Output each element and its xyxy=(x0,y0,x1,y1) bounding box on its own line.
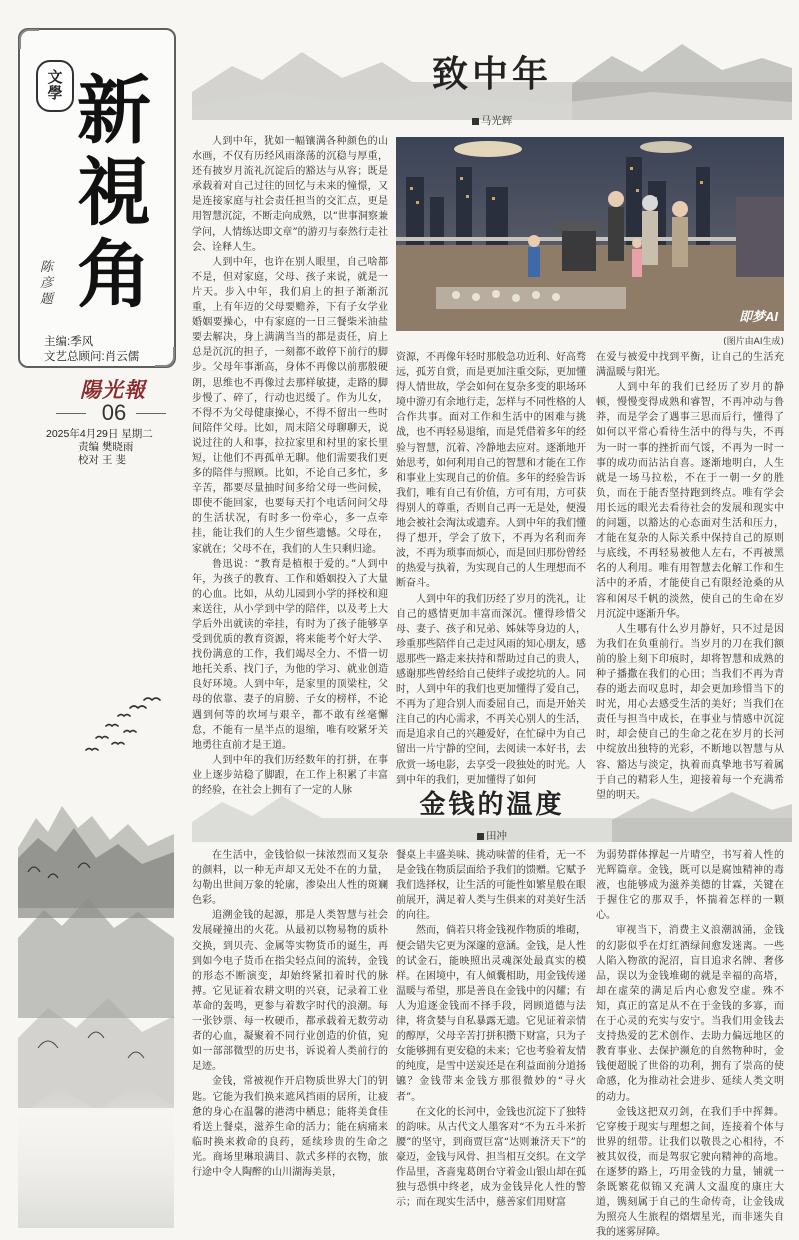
article-title: 致中年 xyxy=(431,53,552,95)
article-byline xyxy=(192,113,792,128)
proofreader: 校对 王 斐 xyxy=(78,454,126,466)
page-number: 06 xyxy=(101,400,127,425)
paragraph: 人生哪有什么岁月静好，只不过是因为我们在负重前行。当岁月的刀在我们额前的脸上刻下印痕时，却将智慧和成熟的种子播撒在我们的心田；当我们不再为青春的逝去而叹息时，却会更加珍惜当下的时光，用心去感受生活的美好；当我们在责任与担当中成长，在事业与情感中沉淀时，却会使自己的生命之花在岁月的长河中绽放出独特的光彩，不断地以智慧与从容、豁达与淡定，执着而真挚地书写着属于自己的精彩人生，迎接着每一个充满希望的明天。 xyxy=(596,623,784,801)
paragraph: 在爱与被爱中找到平衡，让自己的生活充满温暖与阳光。 xyxy=(596,352,784,379)
paragraph: 金钱，常被视作开启物质世界大门的钥匙。它能为我们换来遮风挡雨的居所，让疲惫的身心在温馨的港湾中栖息；能将美食佳肴送上餐桌，滋养生命的活力；能在病痛来临时换来救命的良药，延续珍贵的生命之光。商场里琳琅满目、款式多样的衣物，旅行途中令人陶醉的山川湖海美景， xyxy=(192,1076,388,1178)
masthead-sidebar xyxy=(18,28,174,1198)
paragraph: 在文化的长河中，金钱也沉淀下了独特的韵味。从古代文人墨客对“不为五斗米折腰”的坚守，到商贾巨富“达则兼济天下”的豪迈，金钱与风骨、担当相互交织。在文学作品里，吝啬鬼葛朗台守着金山银山却在孤独与恐惧中终老，成为金钱异化人性的警示；而在现实生活中，慈善家们用财富 xyxy=(396,1106,586,1209)
article-column xyxy=(192,848,388,1180)
paragraph: 金钱这把双刃剑，在我们手中挥舞。它穿梭于现实与理想之间，连接着个体与世界的纽带。让我们以敬畏之心相待，不被其奴役，而是驾驭它驶向精神的高地。在逐梦的路上，巧用金钱的力量，铺就一条既繁花似锦又充满人文温度的康庄大道，镌刻属于自己的生命传奇，让金钱成为照亮人生旅程的熠熠星光，而非迷失自我的迷雾屏障。 xyxy=(596,1106,784,1239)
article-column xyxy=(192,134,388,798)
page-number-block xyxy=(42,400,162,426)
signature-char: 彦 xyxy=(40,276,54,291)
article-column xyxy=(596,848,784,1240)
byline-marker xyxy=(477,833,484,840)
article-column xyxy=(396,350,586,788)
signature-char: 陈 xyxy=(40,260,54,275)
calligrapher-signature xyxy=(40,260,60,308)
art-advisor: 文艺总顾问:肖云儒 xyxy=(44,351,140,363)
paragraph: 追溯金钱的起源，那是人类智慧与社会发展碰撞出的火花。从最初以物易物的质朴交换，到贝壳、金属等实物货币的诞生，再到如今电子货币在指尖轻点间的流转，金钱的形态不断演变，却始终紧扣着时代的脉搏。它见证着农耕文明的兴衰，记录着工业革命的轰鸣，更参与着数字时代的浪潮。每一张钞票、每一枚硬币，都承载着无数劳动者的心血，凝聚着不同行业创造的价值，宛如一部部微型的历史书，诉说着人类前行的足迹。 xyxy=(192,910,388,1073)
title-char: 新 xyxy=(77,68,151,154)
frame-corner-ornament xyxy=(19,29,39,49)
seal-char: 文 xyxy=(47,68,63,87)
signature-char: 题 xyxy=(40,292,54,307)
paragraph: 审视当下，消费主义浪潮汹涌，金钱的幻影似乎在灯红酒绿间愈发迷离。一些人陷入物欲的泥沼，盲目追求名牌、奢侈品，误以为金钱堆砌的就是幸福的高塔，却在虚荣的满足后内心愈发空虚。殊不知，真正的富足从不在于金钱的多寡，而在于心灵的充实与安宁。当我们用金钱去支持热爱的艺术创作、去助力偏远地区的教育事业、去保护濒危的自然物种时，金钱便超脱了世俗的功利，拥有了崇高的使命感，化为推动社会进步、延续人类文明的动力。 xyxy=(596,925,784,1103)
photo-caption: (图片由AI生成) xyxy=(723,337,784,347)
author-name: 田冲 xyxy=(486,830,507,842)
family-balcony-illustration xyxy=(396,137,784,331)
section-title xyxy=(64,70,164,316)
ink-landscape-illustration xyxy=(18,788,174,1228)
article-photo xyxy=(396,137,784,331)
paragraph: 人到中年的我们已经历了岁月的静顿，慢慢变得成熟和睿智，不再冲动与鲁莽，而是学会了遇事三思而后行，懂得了如何以平常心看待生活中的得与失，不再为一时一事的挫折而气馁，不再为一时一事的成功而沾沾自喜。逐渐地明白，人生就是一场马拉松，不在于一朝一夕的胜负，而在于能否坚持跑到终点。唯有学会用长远的眼光去看待社会的发展和现实中的问题，以豁达的心态面对生活和压力，才能在复杂的人际关系中保持自己的原则与底线，不再轻易被他人左右，不再被黑名的人利用。唯有用智慧去化解工作和生活中的矛盾，才能使自己有限经沧桑的从容和闲尽千帆的淡然，使自己的生命在岁月沉淀中逐渐升华。 xyxy=(596,382,784,620)
article-column xyxy=(596,350,784,803)
paragraph: 为弱势群体撑起一片晴空，书写着人性的光辉篇章。金钱，既可以是腐蚀精神的毒液，也能够成为滋养美德的甘霖，关键在于握住它的那双手，怀揣着怎样的一颗心。 xyxy=(596,850,784,922)
duty-editor: 责编 樊晓雨 xyxy=(78,441,134,453)
divider xyxy=(56,413,86,414)
paragraph: 人到中年的我们历经数年的打拼，在事业上逐步站稳了脚跟，在工作上积累了丰富的经验，在社会上拥有了一定的人脉 xyxy=(192,754,388,797)
issue-info xyxy=(46,428,186,467)
paragraph: 然而，倘若只将金钱视作物质的堆砌，便会错失它更为深邃的意涵。金钱，是人性的试金石，能映照出灵魂深处最真实的模样。在困境中，有人倾囊相助，用金钱传递温暖与希望，那是善良在金钱中的闪耀；有人为追逐金钱而不择手段，罔顾道德与法律，将贪婪与自私暴露无遗。它见证着亲情的醇厚，父母辛苦打拼积攒下财富，只为子女能够拥有更安稳的未来；它也考验着友情的纯度，是雪中送炭还是在利益面前分道扬镳？金钱带来金钱方那很微妙的“寻火者”。 xyxy=(396,925,586,1103)
title-char: 角 xyxy=(77,232,151,318)
ai-watermark: 即梦AI xyxy=(738,309,778,324)
paragraph: 鲁迅说：“教育是植根于爱的。”人到中年，为孩子的教育、工作和婚姻投入了大量的心血。比如，从幼儿园到小学的择校和迎来送往，从小学到中学的陪伴，以及考上大学后外出就读的牵挂，有时为了孩子能够享受到优质的教育资源，将来能考个好大学、找份满意的工作，我们竭尽全力、不惜一切地托关系、找门子，为他的学习、就业创造良好环境。人到中年，是家里的顶梁柱，父母的依靠、妻子的肩膀、子女的榜样，不论遇到何等的坎坷与艰辛，都不敢有丝毫懈怠，不能有一星半点的退缩，唯有咬紧牙关地勇往直前才是王道。 xyxy=(192,558,388,751)
title-char: 視 xyxy=(77,150,151,236)
divider xyxy=(136,413,166,414)
paragraph: 人到中年，也许在别人眼里，自己啥都不是，但对家庭，父母、孩子来说，就是一片天。步入中年，我们肩上的担子渐渐沉重，上有年迈的父母要赡养，下有子女学业婚姻要操心，中有家庭的一日三餐柴米油盐要去解决，身上满满当当的都是责任，肩上总是沉沉的担子，一刻都不敢停下前行的脚步。父母年事渐高，身体不再像以前那般硬朗，思维也不再像过去那样敏捷，走路的脚步慢了、碎了，行动也迟缓了。作为儿女，不得不为父母健康操心，不得不留出一些时间陪伴父母。比如，周末陪父母聊聊天，说说过往的人和事，拉拉家里和村里的家长里短，让他们不再孤单无聊。他们需要我们更多的陪伴与照顾。比如，不论自己多忙，多辛苦，都要尽量抽时间多给父母一些问候，即使不能回家，也要每天打个电话问问父母的生活状况，有时多一份牵心，多一点牵挂，能让我们的人生少留些遗憾。父母在，家就在；父母不在，我们的人生只剩归途。 xyxy=(192,256,388,555)
paragraph: 人到中年的我们历经了岁月的洗礼，让自己的感情更加丰富而深沉。懂得珍惜父母、妻子、孩子和兄弟、姊妹等身边的人，珍重那些陪伴自己走过风雨的知心朋友，感恩那些一路走来扶持和帮助过自己的贵人，感谢那些曾经给自己使绊子或挖坑的人。同时，人到中年的我们也更加懂得了爱自己，不再为了迎合别人而委屈自己，而是开始关注自己的内心需求，不再关心别人的生活，而是追求自己的兴趣爱好，在忙碌中为自己留出一片宁静的空间，去阅读一本好书，去欣赏一场电影，去享受一段独处的时光。人到中年的我们，更加懂得了如何 xyxy=(396,593,586,786)
paragraph: 餐桌上丰盛美味、挑动味蕾的佳肴，无一不是金钱在物质层面给予我们的馈赠。它赋予我们选择权，让生活的可能性如繁星般在眼前展开，满足着人类与生俱来的对美好生活的向往。 xyxy=(396,850,586,922)
paragraph: 在生活中，金钱恰似一抹浓烈而又复杂的颜料，以一种无声却又无处不在的力量，勾勒出世间万象的轮廓，渗染出人性的斑斓色彩。 xyxy=(192,850,388,907)
birds-illustration xyxy=(74,692,174,772)
seal-char: 學 xyxy=(47,84,63,102)
masthead-frame xyxy=(18,28,176,368)
issue-date: 2025年4月29日 星期二 xyxy=(46,428,153,440)
byline-marker xyxy=(472,118,479,125)
article-byline xyxy=(192,828,792,843)
editor-credits xyxy=(44,335,184,365)
author-name: 马光辉 xyxy=(480,115,513,127)
paragraph: 资源，不再像年轻时那般急功近利、好高骛远，孤芳自赏，而是更加注重交际，更加懂得人情世故，学会如何在复杂多变的职场环境中游刃有余地行走，怎样与不同性格的人合作共事。面对工作和生活中的困难与挑战，也不再轻易退缩，而是凭借着多年的经验与智慧，沉着、冷静地去应对。逐渐地开始思考，如何利用自己的智慧和才能在工作和事业上实现自己的价值。多年的经验告诉我们，唯有自己有价值，方可有用，方可获得别人的尊重，否则自己再一无是处，便漫地会被社会淘汰或遗弃。人到中年的我们懂得了想开，学会了放下，不再为名利而奔波，不再为琐事而烦心，而是回归那份曾经的热爱与执着，为实现自己的人生理想而不断奋斗。 xyxy=(396,352,586,590)
article-column xyxy=(396,848,586,1210)
chief-editor: 主编:季风 xyxy=(44,336,94,348)
paragraph: 人到中年，犹如一幅镶满各种颜色的山水画，不仅有历经风雨涤荡的沉稳与厚重，还有披岁月流礼沉淀后的豁达与从容；既是承载着对自己过往的回忆与未来的憧憬，又是连接家庭与社会责任担当的交汇点，更是用智慧沉淀，不断走向成熟，以“世事洞察兼学问，人情练达即文章”的游刃与泰然行走社会、诠释人生。 xyxy=(192,136,388,253)
article-title: 金钱的温度 xyxy=(419,790,565,820)
paper-name: 陽光報 xyxy=(80,377,146,402)
